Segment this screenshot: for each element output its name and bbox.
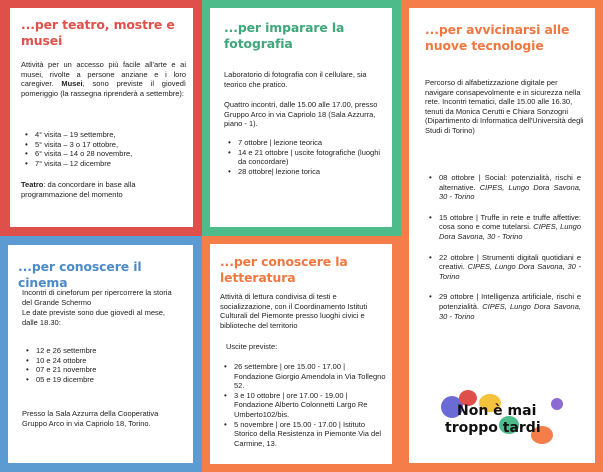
tech-event-text: 08 ottobre | Social: potenzialità, rischi e alternative. — [439, 173, 581, 192]
list-item: • 28 ottobre| lezione torica — [224, 167, 384, 177]
list-item — [425, 213, 581, 242]
panel-cinema — [0, 236, 203, 472]
lett-intro: Attività di lettura condivisa di testi e socializzazione, con il Coordinamento Istituti Culturali del Piemonte presso luoghi civici e biblioteche del territorio — [220, 292, 368, 330]
list-item: • 5 novembre | ore 15.00 - 17.00 | Istituto Storico della Resistenza in Piemonte Via del Carmine, 13. — [220, 420, 386, 449]
panel-teatro — [0, 0, 203, 236]
tech-event-list — [425, 173, 581, 321]
tech-event-text: 29 ottobre | Intelligenza artificiale, rischi e potenzialità. — [439, 292, 581, 311]
tech-event-text: 15 ottobre | Truffe in rete e truffe affettive: cosa sono e come tutelarsi. — [439, 212, 581, 232]
cinema-schedule: Le date previste sono due giovedì al mese, dalle 18.30: — [22, 308, 166, 327]
list-item — [425, 292, 581, 321]
list-item: • 10 e 24 ottobre — [22, 356, 182, 366]
list-item: • 4° visita – 19 settembre, — [21, 130, 186, 140]
teatro-note — [21, 180, 186, 199]
lett-outing-list — [220, 362, 386, 448]
list-item: • 26 settembre | ore 15.00 - 17.00 | Fondazione Giorgio Amendola in Via Tollegno 52. — [220, 362, 386, 391]
list-item: • 05 e 19 dicembre — [22, 375, 182, 385]
lett-title: ...per conoscere la letteratura — [220, 254, 348, 285]
foto-details: Quattro incontri, dalle 15.00 alle 17.00, presso Gruppo Arco in via Capriolo 18 (Sala Azzurra, piano - 1). — [224, 100, 378, 129]
teatro-note-text: : da concordare in base alla programmazione del momento — [21, 180, 136, 199]
teatro-visit-list — [21, 130, 186, 168]
foto-intro: Laboratorio di fotografia con il cellulare, sia teorico che pratico. — [224, 70, 367, 89]
tech-event-place: CIPES, Lungo Dora Savona, 30 - Torino — [439, 301, 581, 321]
tech-event-text: 22 ottobre | Strumenti digitali quotidiani e creativi. — [439, 252, 581, 272]
teatro-title: ...per teatro, mostre e musei — [21, 17, 175, 48]
list-item: • 3 e 10 ottobre | ore 17.00 - 19.00 | Fondazione Alberto Colonnetti Largo Re Umberto102/bis. — [220, 391, 386, 420]
logo-blob-purple — [551, 398, 563, 410]
list-item — [425, 173, 581, 202]
cinema-title: ...per conoscere il cinema — [18, 259, 142, 290]
tech-event-place: CIPES, Lungo Dora Savona, 30 - Torino — [439, 222, 581, 241]
list-item — [425, 253, 581, 282]
card-teatro — [10, 8, 193, 227]
tech-title: ...per avvicinarsi alle nuove tecnologie — [425, 22, 570, 53]
teatro-note-label: Teatro — [21, 180, 44, 189]
tech-event-place: CIPES, Lungo Dora Savona, 30 - Torino — [439, 182, 581, 202]
teatro-intro-bold: Musei — [61, 79, 83, 89]
list-item: • 14 e 21 ottobre | uscite fotografiche (luoghi da concordare) — [224, 148, 384, 167]
teatro-intro-text: Attività per un accesso più facile all'arte e ai musei, rivolte a persone anziane e i loro caregiver. — [21, 60, 186, 89]
cinema-date-list — [22, 346, 182, 384]
card-fotografia — [210, 8, 392, 227]
teatro-intro-text-2: , sono previste il giovedì pomeriggio (la rassegna riprenderà a settembre): — [21, 79, 186, 98]
lett-outings-label: Uscite previste: — [226, 342, 278, 351]
list-item: • 6° visita – 14 o 28 novembre, — [21, 149, 186, 159]
tech-event-place: CIPES, Lungo Dora Savona, 30 - Torino — [439, 262, 581, 281]
logo — [431, 388, 581, 458]
teatro-intro — [21, 60, 186, 98]
foto-date-list — [224, 138, 384, 176]
panel-letteratura — [202, 236, 401, 472]
list-item: • 7 ottobre | lezione teorica — [224, 138, 384, 148]
foto-title: ...per imparare la fotografia — [224, 20, 345, 51]
card-tecnologie — [409, 8, 595, 463]
logo-line-1: Non è mai — [457, 403, 537, 419]
logo-line-2: troppo tardi — [445, 420, 541, 436]
cinema-intro: Incontri di cineforum per ripercorrere la storia del Grande Schermo — [22, 288, 172, 307]
list-item: • 12 e 26 settembre — [22, 346, 182, 356]
tech-intro: Percorso di alfabetizzazione digitale per navigare consapevolmente e in sicurezza nella rete. Incontri tematici, dalle 15.00 alle 16.30, tenuti da Monica Cerutti e Chiara Sonzogni (Dipartimento di Informatica dell'Università degli Studi di Torino) — [425, 78, 584, 135]
card-cinema — [8, 245, 193, 463]
list-item: • 5° visita – 3 o 17 ottobre, — [21, 140, 186, 150]
list-item: • 7° visita – 12 dicembre — [21, 159, 186, 169]
card-letteratura — [210, 244, 392, 464]
panel-tecnologie — [401, 0, 603, 472]
list-item: • 07 e 21 novembre — [22, 365, 182, 375]
panel-fotografia — [202, 0, 401, 236]
cinema-venue: Presso la Sala Azzurra della Cooperativa Gruppo Arco in via Capriolo 18, Torino. — [22, 409, 159, 428]
